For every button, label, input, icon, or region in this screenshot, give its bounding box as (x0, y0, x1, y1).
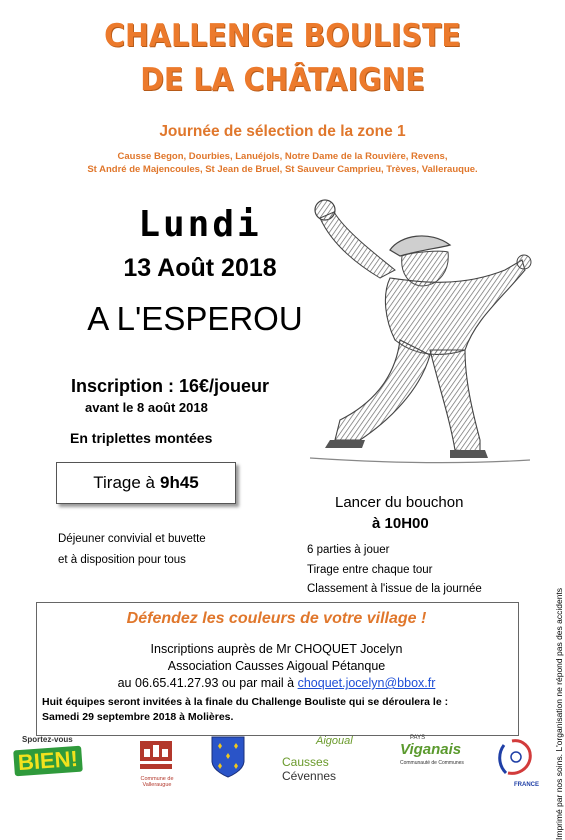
final-info-line-1: Huit équipes seront invitées à la finale du Challenge Bouliste qui se déroulera le : (42, 696, 449, 708)
draw-time: 9h45 (159, 473, 199, 492)
start-time: à 10H00 (372, 515, 429, 532)
registration-fee: Inscription : 16€/joueur (70, 376, 270, 396)
logo-viganais-top: PAYS (410, 735, 426, 741)
event-date: 13 Août 2018 (123, 254, 277, 282)
aigoual-causses-cevennes-logo (282, 735, 377, 795)
program-item: Tirage entre chaque tour (307, 564, 433, 576)
contact-phone: au 06.65.41.27.93 ou par mail à (117, 676, 298, 690)
pays-viganais-logo (400, 735, 470, 795)
registration-deadline: avant le 8 août 2018 (85, 400, 208, 415)
logo-valleraugue-text: Commune de Valleraugue (140, 776, 174, 788)
program-item: Classement à l'issue de la journée (307, 583, 482, 595)
program-item: 6 parties à jouer (307, 544, 390, 556)
logo-aigoual-causses: Causses (282, 755, 329, 769)
contact-email-link[interactable]: choquet.jocelyn@bbox.fr (297, 676, 436, 690)
logo-viganais-main: Viganais (400, 741, 462, 758)
logo-aigoual-top: Aigoual (316, 735, 353, 747)
event-day: Lundi (138, 204, 262, 245)
start-label: Lancer du bouchon (335, 494, 464, 511)
villages-line-1: Causse Begon, Dourbies, Lanuéjols, Notre Dame de la Rouvière, Revens, (117, 151, 448, 162)
contact-person: Inscriptions auprès de Mr CHOQUET Jocelyn (150, 642, 403, 656)
petanque-france-logo (492, 735, 542, 795)
sportez-vous-bien-logo (14, 735, 94, 795)
final-info-line-2: Samedi 29 septembre 2018 à Molières. (42, 711, 234, 723)
logo-aigoual-cevennes: Cévennes (282, 769, 337, 783)
event-place: A L'ESPEROU (87, 300, 303, 337)
logo-sport-main: BIEN! (13, 746, 83, 777)
valleraugue-logo (132, 735, 182, 795)
draw-label: Tirage à (93, 473, 155, 492)
disclaimer: Imprimé par nos soins. L'organisation ne répond pas des accidents (554, 587, 564, 840)
lunch-line-2: et à disposition pour tous (58, 554, 186, 566)
coat-of-arms-logo (210, 735, 250, 795)
title-line-2: DE LA CHÂTAIGNE (140, 62, 425, 98)
valleraugue-emblem-icon (136, 735, 176, 771)
logo-viganais-bottom: Communauté de Communes (400, 760, 464, 766)
contact-phone-email (36, 676, 517, 690)
logo-france-text: FRANCE (514, 782, 539, 788)
draw-time-box (56, 462, 236, 504)
subtitle: Journée de sélection de la zone 1 (159, 123, 406, 140)
team-format: En triplettes montées (70, 430, 213, 446)
lunch-line-1: Déjeuner convivial et buvette (58, 533, 206, 545)
shield-coat-of-arms-icon (210, 735, 246, 779)
rooster-icon (492, 735, 538, 785)
slogan: Défendez les couleurs de votre village ! (126, 610, 427, 627)
association-name: Association Causses Aigoual Pétanque (167, 659, 386, 673)
villages-line-2: St André de Majencoules, St Jean de Bruel, St Sauveur Camprieu, Trèves, Vallerauque. (87, 164, 478, 175)
logo-sport-top: Sportez-vous (22, 735, 73, 744)
title-line-1: CHALLENGE BOULISTE (104, 18, 461, 54)
